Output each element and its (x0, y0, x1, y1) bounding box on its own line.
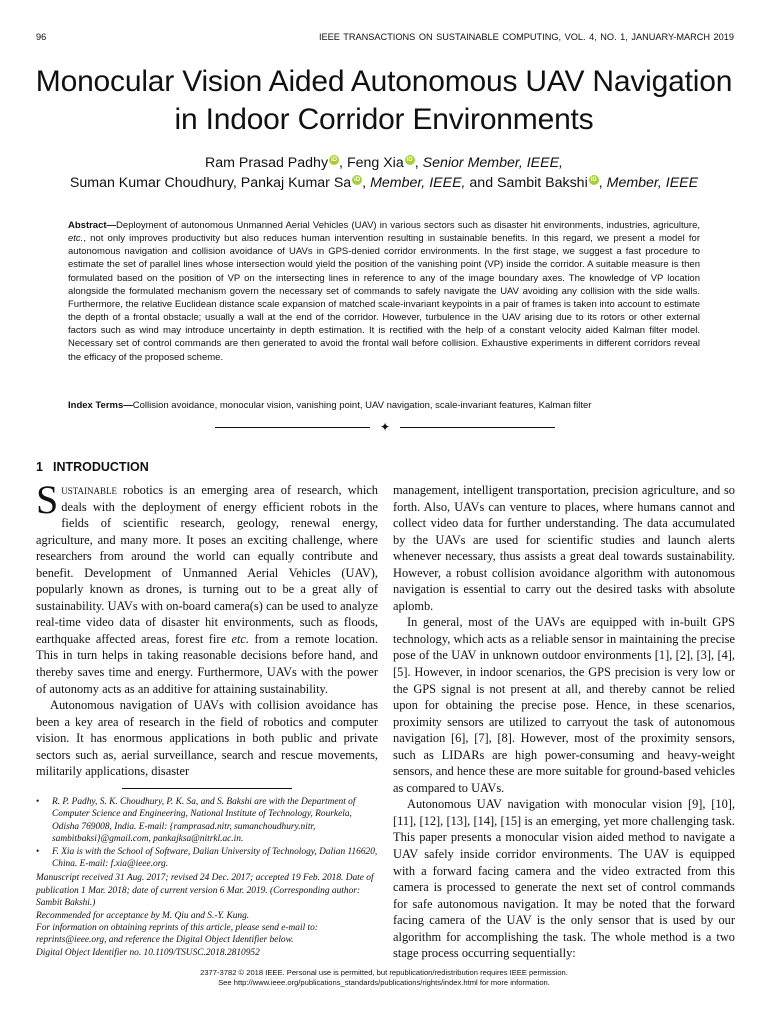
right-column (393, 482, 735, 962)
bullet-icon: • (36, 797, 40, 807)
abstract-label: Abstract (68, 220, 107, 231)
author-role: Member, IEEE, (370, 175, 466, 191)
index-terms-text: Collision avoidance, monocular vision, vanishing point, UAV navigation, scale-invariant features, Kalman filter (132, 400, 592, 411)
recommended-by: Recommended for acceptance by M. Qiu and S.-Y. Kung. (36, 910, 250, 921)
paragraph (36, 477, 379, 697)
orcid-icon[interactable]: iD (590, 177, 597, 184)
bullet-icon: • (36, 846, 40, 857)
section-number: 1 (36, 460, 43, 474)
author-bakshi: Sambit Bakshi (497, 175, 588, 191)
divider-line (215, 427, 370, 428)
footnote-text: F. Xia is with the School of Software, Dalian University of Technology, Dalian 116620, China. E-mail: f.xia@ieee.org. (52, 846, 378, 870)
divider-line (400, 427, 555, 428)
paragraph-text: robotics is an emerging area of research, which deals with the deployment of energy efficient robots in the fields of scientific research, geology, renewal energy, agriculture, and many more. It poses an exciting challenge, where researchers from around the world can equally contribute and benefit. Development of Unmanned Aerial Vehicles (UAV), popularly known as drones, is turning out to be a great ally of sustainability. UAVs with on-board camera(s) can be used to analyze real-time video data of disaster hit environments, such as floods, earthquake affected areas, forest fire (36, 483, 378, 646)
paper-title: Monocular Vision Aided Autonomous UAV Navigation in Indoor Corridor Environments (35, 65, 733, 136)
paragraph: In general, most of the UAVs are equipped with in-built GPS technology, which acts as a reliable sensor in maintaining the precise pose of the UAV in unknown outdoor environments [1], [2], [3], [4], [5]. However, in indoor scenarios, the GPS precision is very low or the GPS signal is not present at all, and thereby cannot be relied upon for obtaining the precise pose. Hence, in these scenarios, proximity sensors are utilized to carryout the task of autonomous navigation [6], [7], [8]. However, most of the proximity sensors, such as LIDARs are high power-consuming and heavy-weight sensors, and hence these are more suitable for ground-based vehicles as compared to UAVs. (393, 615, 735, 795)
footnote-affiliation (36, 796, 378, 846)
copyright-line: 2377-3782 © 2018 IEEE. Personal use is permitted, but republication/redistribution requires IEEE permission. (200, 968, 568, 977)
paragraph: management, intelligent transportation, precision agriculture, and so forth. Also, UAVs can venture to places, where humans cannot and collect video data for further understanding. The data accumulated by the UAVs are used for scientific studies and launch alerts whenever necessary, thus assists a great deal towards sustainability. However, a robust collision avoidance algorithm with autonomous navigation is essential to carry out the desired tasks with absolute aplomb. (393, 483, 735, 613)
abstract-text: , not only improves productivity but also reduces human intervention resulting in sustainable benefits. In this regard, we present a model for autonomous navigation and collision avoidance of UAVs in GPS-denied corridor environments. In the first stage, we suggest a fast procedure to estimate the set of parallel lines whose intersection would yield the position of the vanishing point (VP) inside the corridor. A suitable measure is then formulated based on the position of VP on the intersecting lines in reference to any of the image boundary axes. The knowledge of VP location alongside the formulated mechanism govern the necessary set of commands to safely navigate the UAV avoiding any collision with the side walls. Furthermore, the relative Euclidean distance scale expansion of matched scale-invariant keypoints in a pair of frames is taken into account to estimate the depth of a frontal obstacle; usually a wall at the end of the corridor. However, turbulence in the UAV arising due to its rotors or other external factors such as wind may introduce uncertainty in depth estimation. It is rectified with the help of a constant velocity aided Kalman filter model. Necessary set of control commands are then generated to avoid the frontal wall before collision. Exhaustive experiments in different corridors reveal the efficacy of the proposed scheme. (68, 233, 700, 363)
author-choudhury-sa: Suman Kumar Choudhury, Pankaj Kumar Sa (69, 175, 352, 191)
orcid-icon[interactable]: iD (354, 177, 361, 184)
orcid-icon[interactable]: iD (406, 157, 413, 164)
abstract-text: Deployment of autonomous Unmanned Aerial Vehicles (UAV) in various sectors such as disaster hit environments, industries, agriculture, (116, 220, 700, 231)
doi[interactable]: Digital Object Identifier no. 10.1109/TSUSC.2018.2810952 (36, 947, 260, 958)
journal-info: IEEE TRANSACTIONS ON SUSTAINABLE COMPUTING, VOL. 4, NO. 1, JANUARY-MARCH 2019 (318, 32, 734, 42)
author-role: Senior Member, IEEE, (422, 155, 563, 171)
footnote-affiliation (36, 846, 378, 871)
section-divider (215, 421, 555, 433)
small-caps-lead: ustainable (61, 483, 118, 497)
author-xia: Feng Xia (346, 155, 404, 171)
running-header (36, 32, 734, 46)
manuscript-dates: Manuscript received 31 Aug. 2017; revised 24 Dec. 2017; accepted 19 Feb. 2018. Date of publication 1 Mar. 2018; date of current version 6 Mar. 2019. (Corresponding author: Sambit Bakshi.) (36, 873, 374, 909)
abstract-dash: — (106, 220, 117, 231)
section-title-rest: NTRODUCTION (56, 460, 149, 474)
footnote-text: R. P. Padhy, S. K. Choudhury, P. K. Sa, and S. Bakshi are with the Department of Computer Science and Engineering, National Institute of Technology, Rourkela, Odisha 769008, India. E-mail: {ramprasad.nitr, sumanchoudhury.nitr, sambitbaksi}@gmail.com, pankajksa@nitrkl.ac.in. (52, 797, 356, 845)
copyright-notice (0, 968, 768, 988)
paragraph-text: from a remote location. This in turn helps in taking reasonable decisions before hand, and thereby saves time and energy. Furthermore, UAVs with the power of autonomy acts as an additive for attaining sustainability. (36, 631, 379, 696)
copyright-link[interactable]: See http://www.ieee.org/publications_standards/publications/rights/index.html for more information. (218, 978, 550, 987)
page-number: 96 (36, 32, 47, 42)
author-conjunction: and (469, 175, 494, 191)
footnote-rule (122, 788, 292, 789)
abstract-etc: etc. (68, 233, 84, 245)
paragraph-text-italic: etc. (231, 631, 250, 646)
index-terms-label: Index Terms (68, 400, 124, 411)
left-column (36, 477, 379, 780)
paragraph: Autonomous navigation of UAVs with collision avoidance has been a key area of research in the field of robotics and computer vision. It has enormous applications in both public and private sectors such as, aerial surveillance, search and rescue movements, militarily applications, disaster (36, 698, 378, 779)
reprints-info: For information on obtaining reprints of this article, please send e-mail to: reprints@ieee.org, and reference the Digital Object Identifier below. (36, 923, 318, 946)
paragraph: Autonomous UAV navigation with monocular vision [9], [10], [11], [12], [13], [14], [15] is an emerging, yet more challenging task. This paper presents a monocular vision aided method to navigate a UAV safely inside corridor environments. The UAV is equipped with a forward facing camera and the video extracted from this camera is processed to generate the next set of control commands for safe autonomous navigation. It may be noted that the forward facing camera of the UAV is the only sensor that is used by our algorithm for accomplishing the task. The whole method is a two stage process occurring sequentially: (393, 797, 735, 961)
section-title-initial: I (52, 460, 57, 474)
drop-cap: S (36, 477, 59, 522)
abstract (68, 219, 700, 364)
author-padhy: Ram Prasad Padhy (205, 155, 329, 171)
section-heading (36, 460, 149, 474)
orcid-icon[interactable]: iD (331, 157, 338, 164)
index-terms-dash: — (123, 400, 133, 411)
diamond-icon: ✦ (379, 420, 391, 434)
author-role: Member, IEEE (606, 175, 699, 191)
footnotes (36, 796, 378, 959)
index-terms (68, 399, 700, 412)
author-list: Ram Prasad Padhy iD , Feng Xia iD , Senior Member, IEEE, Suman Kumar Choudhury, Pankaj Kumar Sa iD , Member, IEEE, and Sambit Bakshi iD , Member, IEEE (69, 155, 699, 191)
